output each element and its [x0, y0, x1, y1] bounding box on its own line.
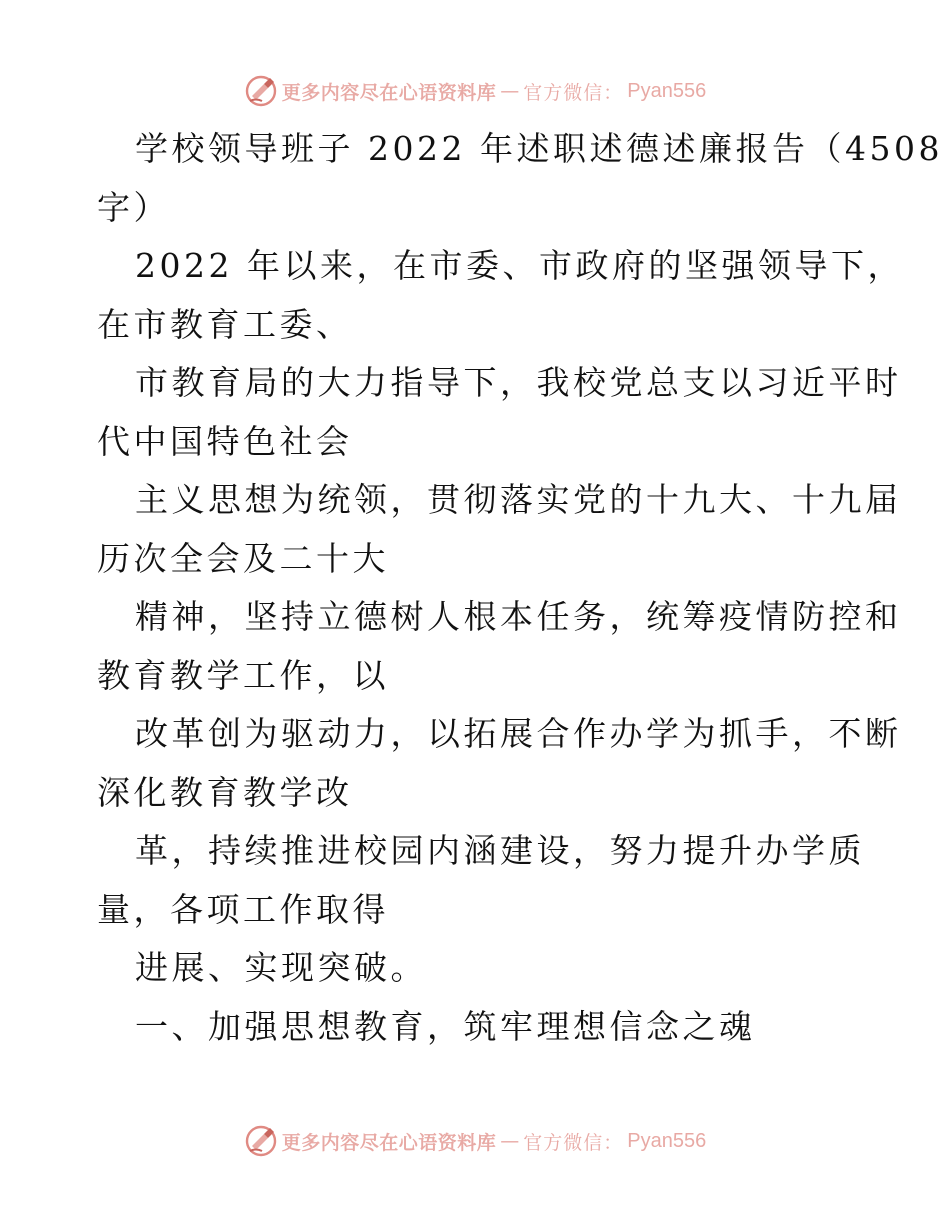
paragraph-line: 代中国特色社会: [97, 421, 353, 461]
paragraph-line: 市教育局的大力指导下，我校党总支以习近平时: [135, 363, 902, 402]
book-quill-logo-icon: [244, 74, 278, 108]
paragraph-line: 改革创为驱动力，以拓展合作办学为抓手，不断: [135, 714, 902, 753]
paragraph-line: 量，各项工作取得: [97, 889, 389, 929]
footer-watermark-banner: [0, 1121, 950, 1161]
site-name-text: 更多内容尽在心语资料库: [281, 81, 497, 104]
paragraph-line: 教育教学工作，以: [97, 655, 389, 695]
wechat-id: Pyan556: [627, 79, 707, 102]
header-watermark-banner: [0, 71, 950, 111]
document-body: [97, 120, 943, 1056]
paragraph-line: 深化教育教学改: [97, 772, 353, 812]
banner-separator: —: [500, 80, 520, 102]
site-name-text: 更多内容尽在心语资料库: [281, 1131, 497, 1154]
document-title-line-2: 字）: [97, 187, 170, 227]
paragraph-line: 主义思想为统领，贯彻落实党的十九大、十九届: [135, 480, 902, 519]
banner-separator: —: [500, 1130, 520, 1152]
book-quill-logo-icon: [244, 1124, 278, 1158]
paragraph-line: 2022 年以来，在市委、市政府的坚强领导下，: [135, 246, 904, 285]
paragraph-line: 精神，坚持立德树人根本任务，统筹疫情防控和: [135, 597, 902, 636]
wechat-label: 官方微信：: [523, 1131, 624, 1154]
document-title-line-1: 学校领导班子 2022 年述职述德述廉报告（4508: [135, 129, 943, 168]
section-heading: 一、加强思想教育，筑牢理想信念之魂: [135, 1006, 756, 1046]
paragraph-line: 革，持续推进校园内涵建设，努力提升办学质: [135, 831, 865, 870]
paragraph-line: 历次全会及二十大: [97, 538, 389, 578]
paragraph-line: 进展、实现突破。: [135, 948, 427, 987]
paragraph-line: 在市教育工委、: [97, 304, 353, 344]
wechat-label: 官方微信：: [523, 81, 624, 104]
wechat-id: Pyan556: [627, 1129, 707, 1152]
